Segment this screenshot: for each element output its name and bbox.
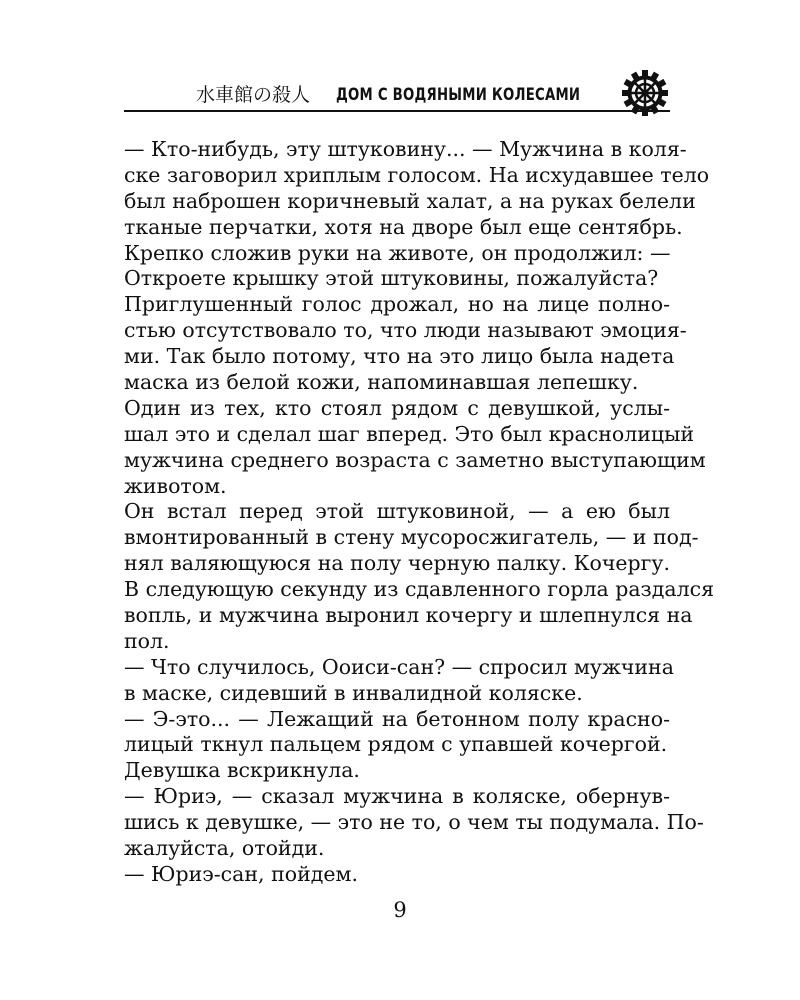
text-line: Один из тех, кто стоял рядом с девушкой, услы- [124, 395, 670, 420]
text-line: вопль, и мужчина выронил кочергу и шлепнулся на [124, 603, 693, 628]
running-header [124, 70, 670, 112]
text-line: пол. [124, 628, 170, 653]
header-russian-title: ДОМ С ВОДЯНЫМИ КОЛЕСАМИ [336, 85, 581, 105]
text-line: ми. Так было потому, что на это лицо была надета [124, 344, 675, 369]
text-line: — Юриэ, — сказал мужчина в коляске, обернув- [124, 784, 670, 809]
text-line: вмонтированный в стену мусоросжигатель, — и под- [124, 525, 699, 550]
text-line: — Э-это... — Лежащий на бетонном полу красно- [124, 706, 670, 731]
text-line: жалуйста, отойди. [124, 836, 325, 861]
text-line: Он встал перед этой штуковиной, — а ею был [124, 499, 670, 524]
text-line: Откроете крышку этой штуковины, пожалуйста? [124, 266, 659, 291]
header-rule [124, 110, 670, 112]
text-line: стью отсутствовало то, что люди называют эмоция- [124, 318, 687, 343]
text-line: шал это и сделал шаг вперед. Это был краснолицый [124, 421, 695, 446]
text-line: был наброшен коричневый халат, а на руках белели [124, 188, 696, 213]
header-japanese-title: 水車館の殺人 [196, 84, 311, 106]
text-line: в маске, сидевший в инвалидной коляске. [124, 680, 583, 705]
text-line: маска из белой кожи, напоминавшая лепешку. [124, 370, 639, 395]
text-line: нял валяющуюся на полу черную палку. Кочергу. [124, 551, 670, 576]
text-line: мужчина среднего возраста с заметно выступающим [124, 447, 706, 472]
text-line: Крепко сложив руки на животе, он продолжил: — [124, 240, 671, 265]
text-line: ске заговорил хриплым голосом. На исхудавшее тело [124, 162, 710, 187]
text-line: — Что случилось, Ооиси-сан? — спросил мужчина [124, 654, 674, 679]
text-line: животом. [124, 473, 227, 498]
text-line: В следующую секунду из сдавленного горла раздался [124, 577, 715, 602]
text-line: Приглушенный голос дрожал, но на лице полно- [124, 292, 670, 317]
text-line: — Кто-нибудь, эту штуковину... — Мужчина в коля- [124, 137, 687, 161]
text-line: — Юриэ-сан, пойдем. [124, 861, 358, 886]
body-text [124, 137, 715, 888]
text-line: Девушка вскрикнула. [124, 758, 360, 783]
text-line: шись к девушке, — это не то, о чем ты подумала. По- [124, 810, 704, 835]
text-line: лицый ткнул пальцем рядом с упавшей кочергой. [124, 732, 668, 757]
text-line: тканые перчатки, хотя на дворе был еще сентябрь. [124, 214, 683, 239]
page-number: 9 [393, 898, 407, 922]
